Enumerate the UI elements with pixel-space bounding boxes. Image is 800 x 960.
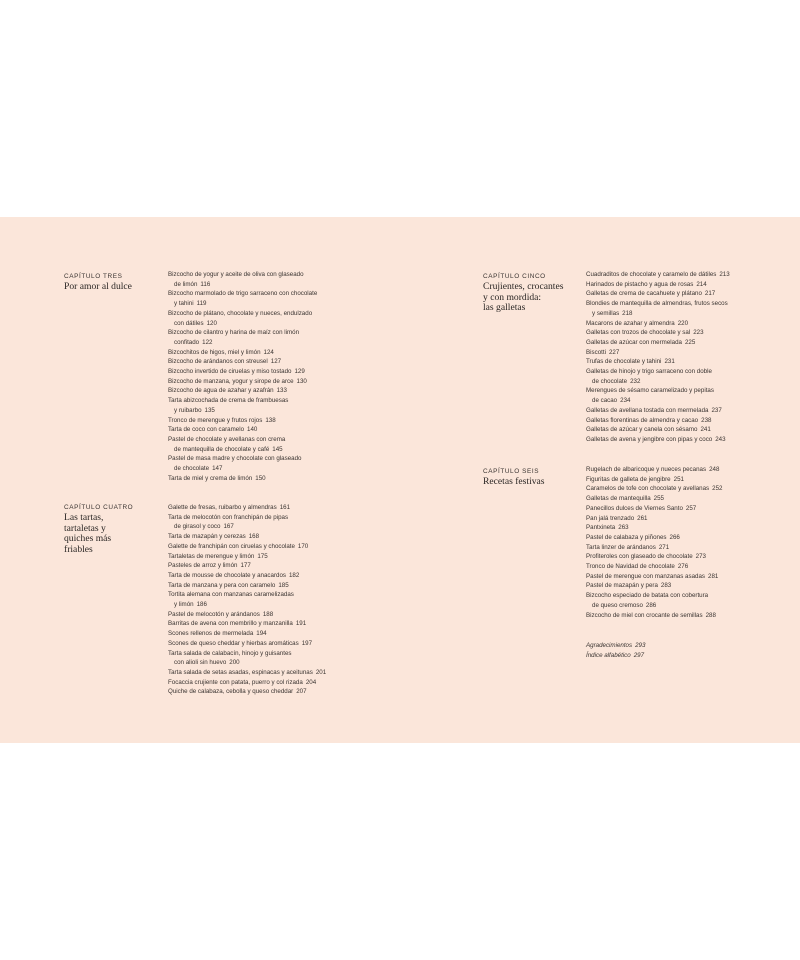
toc-entry <box>586 533 722 543</box>
entry-title: Pastel de melocotón y arándanos 188 <box>168 610 274 618</box>
page-number: 238 <box>701 416 712 424</box>
page-number: 177 <box>240 562 251 570</box>
toc-entry <box>168 590 326 609</box>
entry-title: Tarta de mazapán y cerezas 168 <box>168 533 260 541</box>
page-number: 197 <box>301 639 313 647</box>
toc-entry <box>586 523 722 533</box>
page-number: 231 <box>664 358 675 366</box>
page-number: 225 <box>684 338 696 346</box>
toc-entry <box>168 687 326 697</box>
entry-title: Tortita alemana con manzanas caramelizadas <box>168 591 294 599</box>
entry-title: Pan jalá trenzado 261 <box>586 514 648 522</box>
entry-title: Focaccia crujiente con patata, puerro y col rizada 204 <box>168 678 317 686</box>
page-number: 237 <box>711 406 722 414</box>
chapter-label: CAPÍTULO SEIS <box>483 468 540 475</box>
toc-entry <box>168 367 317 377</box>
entry-title: de chocolate 147 <box>174 465 223 473</box>
page-number: 281 <box>708 572 719 580</box>
entry-title: Merengues de sésamo caramelizado y pepitas <box>586 387 714 395</box>
entry-title: Galletas de azúcar y canela con sésamo 241 <box>586 426 711 434</box>
entry-title: con dátiles 120 <box>174 319 217 327</box>
entry-title: Biscotti 227 <box>586 348 620 356</box>
entry-title: de chocolate 232 <box>592 377 641 385</box>
toc-entry <box>586 591 722 610</box>
entry-title: Bizcocho de miel con crocante de semillas 288 <box>586 611 716 619</box>
page-number: 147 <box>212 465 223 473</box>
entry-title: y ruibarbo 135 <box>174 406 215 414</box>
page-number: 286 <box>645 601 657 609</box>
entry-title: Harinados de pistacho y agua de rosas 214 <box>586 280 707 288</box>
page-number: 124 <box>263 348 274 356</box>
entry-title: Galletas de avellana tostada con mermelada 237 <box>586 406 722 414</box>
toc-entry <box>586 280 730 290</box>
toc-entry <box>168 348 317 358</box>
entry-title: Blondies de mantequilla de almendras, frutos secos <box>586 300 728 308</box>
toc-entry <box>586 289 730 299</box>
entry-title: Pastel de merengue con manzanas asadas 281 <box>586 572 719 580</box>
toc-entry <box>586 338 730 348</box>
entry-title: Quiche de calabaza, cebolla y queso cheddar 207 <box>168 688 307 696</box>
entry-title: Índice alfabético 297 <box>586 651 645 659</box>
page-number: 130 <box>296 377 307 385</box>
entry-title: Galletas de avena y jengibre con pipas y coco 243 <box>586 435 726 443</box>
page-number: 129 <box>294 368 305 376</box>
page-number: 207 <box>296 688 307 696</box>
entry-title: Caramelos de tofe con chocolate y avellanas 252 <box>586 485 723 493</box>
chapter-entries <box>168 503 326 697</box>
entry-title: Panecillos dulces de Viernes Santo 257 <box>586 504 697 512</box>
toc-entry <box>586 611 722 621</box>
entry-title: Bizcocho especiado de batata con cobertura <box>586 592 709 600</box>
entry-title: con alioli sin huevo 200 <box>174 659 240 667</box>
toc-entry <box>586 416 730 426</box>
toc-entry <box>586 425 730 435</box>
entry-title: Tarta de coco con caramelo 140 <box>168 426 258 434</box>
entry-title: Tronco de merengue y frutos rojos 138 <box>168 416 276 424</box>
toc-entry <box>168 639 326 649</box>
toc-entry <box>586 514 722 524</box>
page-number: 167 <box>223 523 234 531</box>
chapter-title: Crujientes, crocantes y con mordida: las galletas <box>483 281 564 314</box>
chapter-label: CAPÍTULO TRES <box>64 273 123 280</box>
page-number: 220 <box>677 319 689 327</box>
page-number: 227 <box>608 348 620 356</box>
entry-title: y limón 186 <box>174 601 207 609</box>
entry-title: Tarta de manzana y pera con caramelo 185 <box>168 581 289 589</box>
page-number: 257 <box>685 504 697 512</box>
page-number: 138 <box>265 416 276 424</box>
page-number: 276 <box>677 563 689 571</box>
entry-title: Galletas de hinojo y trigo sarraceno con doble <box>586 368 712 376</box>
entry-title: Rugelach de albaricoque y nueces pecanas 248 <box>586 466 720 473</box>
page-number: 161 <box>279 504 291 511</box>
entry-title: Bizcocho marmolado de trigo sarraceno con chocolate <box>168 290 318 298</box>
toc-entry <box>586 484 722 494</box>
toc-entry <box>586 651 645 661</box>
toc-entry <box>168 454 317 473</box>
toc-entry <box>168 668 326 678</box>
toc-entry <box>586 552 722 562</box>
entry-title: Bizcocho de manzana, yogur y sirope de arce 130 <box>168 377 307 385</box>
entry-title: Tarta salada de setas asadas, espinacas y aceitunas 201 <box>168 668 327 676</box>
toc-entry <box>586 367 730 386</box>
toc-entry <box>168 328 317 347</box>
entry-title: de mantequilla de chocolate y café 145 <box>174 445 283 453</box>
toc-entry <box>168 561 326 571</box>
entry-title: y semillas 218 <box>592 309 633 317</box>
entry-title: Profiteroles con glaseado de chocolate 273 <box>586 553 706 561</box>
toc-entry <box>168 377 317 387</box>
toc-entry <box>586 581 722 591</box>
toc-entry <box>168 503 326 513</box>
toc-entry <box>168 513 326 532</box>
entry-title: Tronco de Navidad de chocolate 276 <box>586 563 689 571</box>
chapter-title: Por amor al dulce <box>64 281 132 292</box>
entry-title: de limón 116 <box>174 280 211 288</box>
toc-entry <box>586 504 722 514</box>
chapter-title: Recetas festivas <box>483 476 545 487</box>
page-number: 186 <box>196 601 207 609</box>
toc-entry <box>586 543 722 553</box>
entry-title: Scones de queso cheddar y hierbas aromáticas 197 <box>168 639 313 647</box>
page-number: 248 <box>709 466 720 473</box>
chapter-heading <box>64 503 133 555</box>
page-number: 271 <box>658 543 670 551</box>
page-number: 191 <box>295 620 307 628</box>
page-number: 145 <box>272 445 283 453</box>
page-number: 185 <box>278 581 289 589</box>
toc-entry <box>586 406 730 416</box>
toc-entry <box>586 435 730 445</box>
entry-title: Figuritas de galleta de jengibre 251 <box>586 475 684 483</box>
page-number: 288 <box>705 611 716 619</box>
page-number: 214 <box>696 280 707 288</box>
page-number: 140 <box>247 426 258 434</box>
toc-entry <box>586 494 722 504</box>
entry-title: Bizcochitos de higos, miel y limón 124 <box>168 348 274 356</box>
page-number: 252 <box>712 485 723 493</box>
entry-title: Scones rellenos de mermelada 194 <box>168 630 267 638</box>
entry-title: Bizcocho de agua de azahar y azafrán 133 <box>168 387 287 395</box>
page-number: 263 <box>618 524 629 532</box>
toc-entry <box>168 425 317 435</box>
toc-entry <box>586 641 645 651</box>
page-number: 251 <box>673 475 684 483</box>
toc-entry <box>168 270 317 289</box>
page-number: 116 <box>200 280 211 288</box>
page-number: 243 <box>715 435 726 443</box>
entry-title: de cacao 234 <box>592 397 631 405</box>
toc-entry <box>168 552 326 562</box>
entry-title: de queso cremoso 286 <box>592 601 657 609</box>
chapter-heading <box>483 272 563 314</box>
page-number: 218 <box>622 309 633 317</box>
entry-title: Cuadraditos de chocolate y caramelo de dátiles 213 <box>586 271 730 278</box>
entry-title: Trufas de chocolate y tahini 231 <box>586 358 675 366</box>
entry-title: Bizcocho de cilantro y harina de maíz con limón <box>168 329 300 337</box>
toc-entry <box>168 532 326 542</box>
toc-entry <box>586 270 730 280</box>
page-number: 232 <box>630 377 641 385</box>
toc-entry <box>586 348 730 358</box>
page-number: 241 <box>700 426 711 434</box>
toc-entry <box>168 610 326 620</box>
entry-title: Galletas con trozos de chocolate y sal 223 <box>586 329 704 337</box>
entry-title: Bizcocho invertido de ciruelas y miso tostado 129 <box>168 368 305 376</box>
chapter-heading <box>64 272 132 293</box>
entry-title: Agradecimientos 293 <box>586 642 646 649</box>
toc-entry <box>168 309 317 328</box>
page-number: 122 <box>202 338 213 346</box>
entry-title: Pastel de masa madre y chocolate con glaseado <box>168 455 302 463</box>
page-number: 168 <box>248 533 260 541</box>
entry-title: Pastel de calabaza y piñones 266 <box>586 533 680 541</box>
chapter-label: CAPÍTULO CUATRO <box>64 504 134 511</box>
entry-title: Galletas de mantequilla 255 <box>586 495 664 503</box>
page-number: 234 <box>620 397 631 405</box>
entry-title: Galletas de crema de cacahuete y plátano 217 <box>586 290 716 298</box>
toc-entry <box>168 289 317 308</box>
page-number: 217 <box>704 290 716 298</box>
toc-entry <box>586 572 722 582</box>
toc-entry <box>168 396 317 415</box>
page-number: 266 <box>669 533 680 541</box>
page-number: 133 <box>276 387 287 395</box>
entry-title: Pastel de mazapán y pera 283 <box>586 582 672 590</box>
toc-entry <box>168 542 326 552</box>
page-number: 120 <box>206 319 217 327</box>
entry-title: Tarta abizcochada de crema de frambuesas <box>168 397 289 405</box>
chapter-entries <box>586 465 722 620</box>
entry-title: Tartaletas de merengue y limón 175 <box>168 552 268 560</box>
entry-title: Barritas de avena con membrillo y manzanilla 191 <box>168 620 307 628</box>
entry-title: Bizcocho de yogur y aceite de oliva con glaseado <box>168 271 304 278</box>
entry-title: Galette de fresas, ruibarbo y almendras 161 <box>168 504 291 511</box>
toc-entry <box>586 319 730 329</box>
toc-entry <box>168 386 317 396</box>
entry-title: Galette de franchipán con ciruelas y chocolate 170 <box>168 542 309 550</box>
page-number: 223 <box>693 329 704 337</box>
page-number: 201 <box>315 668 327 676</box>
page-number: 200 <box>229 659 240 667</box>
toc-entry <box>586 475 722 485</box>
page-number: 150 <box>255 474 266 482</box>
entry-title: Galletas florentinas de almendra y cacao 238 <box>586 416 712 424</box>
entry-title: Macarons de azahar y almendra 220 <box>586 319 689 327</box>
entry-title: de girasol y coco 167 <box>174 523 234 531</box>
page-number: 188 <box>262 610 274 618</box>
toc-entry <box>168 435 317 454</box>
page-number: 135 <box>204 406 215 414</box>
page-number: 213 <box>719 271 730 278</box>
chapter-entries <box>586 270 730 445</box>
page-number: 182 <box>288 571 300 579</box>
toc-entry <box>168 629 326 639</box>
toc-entry <box>168 416 317 426</box>
chapter-label: CAPÍTULO CINCO <box>483 273 546 280</box>
entry-title: Pantxineta 263 <box>586 524 629 532</box>
entry-title: Bizcocho de arándanos con streusel 127 <box>168 358 282 366</box>
page-number: 293 <box>635 642 646 649</box>
page-number: 170 <box>297 542 309 550</box>
toc-entry <box>168 649 326 668</box>
toc-entry <box>586 328 730 338</box>
chapter-title: Las tartas, tartaletas y quiches más friables <box>64 512 112 555</box>
page-number: 119 <box>196 300 207 308</box>
toc-entry <box>168 474 317 484</box>
toc-entry <box>168 571 326 581</box>
back-matter <box>586 641 645 660</box>
page-number: 255 <box>653 495 664 503</box>
entry-title: y tahini 119 <box>174 300 207 308</box>
page-number: 194 <box>256 630 267 638</box>
page-number: 175 <box>257 552 268 560</box>
entry-title: Tarta linzer de arándanos 271 <box>586 543 670 551</box>
toc-entry <box>168 619 326 629</box>
entry-title: Galletas de azúcar con mermelada 225 <box>586 338 696 346</box>
page-number: 204 <box>305 678 317 686</box>
toc-entry <box>168 678 326 688</box>
page-number: 297 <box>633 651 645 659</box>
toc-entry <box>586 357 730 367</box>
page-number: 261 <box>637 514 648 522</box>
entry-title: Pasteles de arroz y limón 177 <box>168 562 251 570</box>
entry-title: Tarta de mousse de chocolate y anacardos 182 <box>168 571 300 579</box>
toc-entry <box>586 465 722 475</box>
entry-title: Bizcocho de plátano, chocolate y nueces, endulzado <box>168 309 313 317</box>
page-number: 127 <box>270 358 282 366</box>
entry-title: Pastel de chocolate y avellanas con crema <box>168 435 286 443</box>
entry-title: confitado 122 <box>174 338 213 346</box>
entry-title: Tarta salada de calabacín, hinojo y guisantes <box>168 649 292 657</box>
entry-title: Tarta de melocotón con franchipán de pipas <box>168 513 289 521</box>
page-number: 283 <box>660 582 672 590</box>
book-spread <box>0 217 800 743</box>
toc-entry <box>168 581 326 591</box>
chapter-entries <box>168 270 317 483</box>
toc-entry <box>586 386 730 405</box>
entry-title: Tarta de miel y crema de limón 150 <box>168 474 266 482</box>
toc-entry <box>586 562 722 572</box>
page-number: 273 <box>695 553 706 561</box>
toc-entry <box>586 299 730 318</box>
chapter-heading <box>483 467 545 488</box>
toc-entry <box>168 357 317 367</box>
